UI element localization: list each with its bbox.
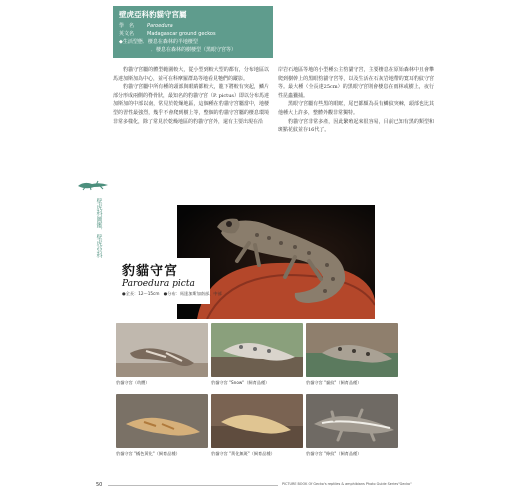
thumb-caption: 豹貓守宮 "橘色黃化"（飼育品種） xyxy=(116,451,180,456)
paragraph: 豹貓守宮非常多產，因此繁殖起來很容易，目前已知有黑的類型和斑點花紋並存16代了。 xyxy=(278,118,434,134)
habitat-key: ◆生活型態 xyxy=(119,39,143,45)
body-column-left xyxy=(113,66,269,126)
gecko-icon xyxy=(76,178,110,192)
footer-series-title: PICTURE BOOK Of Gecko's reptiles & amphibians Photo Guide Series"Gecko" xyxy=(282,482,412,486)
species-meta: ●全長：12～15cm ●分布：馬達加斯加南部、中部 xyxy=(122,291,222,296)
habitat-value-1: ．棲息在森林的半地棲型 xyxy=(142,39,198,45)
footer-divider xyxy=(108,485,278,486)
thumb-caption: 豹貓守宮 "黃化無斑"（飼育品種） xyxy=(211,451,275,456)
thumb-snow xyxy=(211,323,303,377)
english-name-value: Madagascar ground geckos xyxy=(147,31,216,37)
thumb-caption: 豹貓守宮（幼體） xyxy=(116,380,150,385)
paragraph: 豹貓守宮屬的體型範圍較大，從小型到較大型的都有，分布地區以馬達加斯加為中心，並可在科摩羅群島等地看見牠們的蹤影。 xyxy=(113,67,269,82)
habitat-value-2: ．棲息在森林的樹棲型（黑眼守宮等） xyxy=(151,47,237,53)
paragraph: 豹貓守宮屬中所有種的頭部與眼睛都較大，龍下將較有突起，鱗片部分形成兩側的脊骨狀，最知名的豹貓守宮（P. pictus）即以分布馬達加斯加的中部以南，常見於乾燥地區，這個種在豹貓守宮屬當中，地棲型的習性最強烈，幾乎不會爬到樹上等，整個的豹貓守宮屬的棲息環境非常多樣化，除了常見於乾燥地區的豹貓守宮外，還有主要出現在沿 xyxy=(113,84,269,125)
english-name-key: 英文名 xyxy=(119,31,135,37)
thumb-stripe xyxy=(306,394,398,448)
genus-header-box xyxy=(113,6,273,58)
thumb-caption: 豹貓守宮 "條紋"（飼育品種） xyxy=(306,451,362,456)
thumb-caption: 豹貓守宮 "Snow"（飼育品種） xyxy=(211,380,270,385)
scientific-name-key: 學 名 xyxy=(119,23,135,29)
english-name-row xyxy=(119,31,216,37)
body-column-right xyxy=(278,66,434,135)
paragraph: 岸岩石地區等地的小型種公主豹貓守宮，主要棲息在原始森林中且會攀爬到樹幹上的黑眼豹貓守宮等，以及生活在石灰岩地帶的寬耳豹紋守宮等。最大種（全長達25cm）的黑眼守宮則會棲息在雨林或樹上，夜行性昆蟲獵捕。 xyxy=(278,67,434,99)
thumb-juvenile xyxy=(116,323,208,377)
thumb-cat-pattern xyxy=(306,323,398,377)
species-name-chinese: 豹貓守宮 xyxy=(122,264,179,279)
scientific-name-row xyxy=(119,23,173,29)
side-category-label: 壁虎科圖鑑．壁虎亞科 xyxy=(95,198,102,258)
thumb-orange-hypo xyxy=(116,394,208,448)
genus-title: 壁虎亞科豹貓守宮屬 xyxy=(119,10,187,19)
thumb-hypo-patternless xyxy=(211,394,303,448)
paragraph: 黑眼守宮屬有些黑的眼眶，尾巴都頗為長有鱗紋突棘，頭部也比其他種大上許多，整體外觀非常獨特。 xyxy=(278,101,434,116)
page-number: 50 xyxy=(96,482,103,488)
species-title-block xyxy=(120,258,210,304)
species-name-scientific: Paroedura picta xyxy=(122,279,195,289)
habitat-row-2 xyxy=(151,47,236,53)
scientific-name-value: Paroedura xyxy=(147,23,173,29)
habitat-row-1 xyxy=(119,39,198,45)
thumb-caption: 豹貓守宮 "貓紋"（飼育品種） xyxy=(306,380,362,385)
